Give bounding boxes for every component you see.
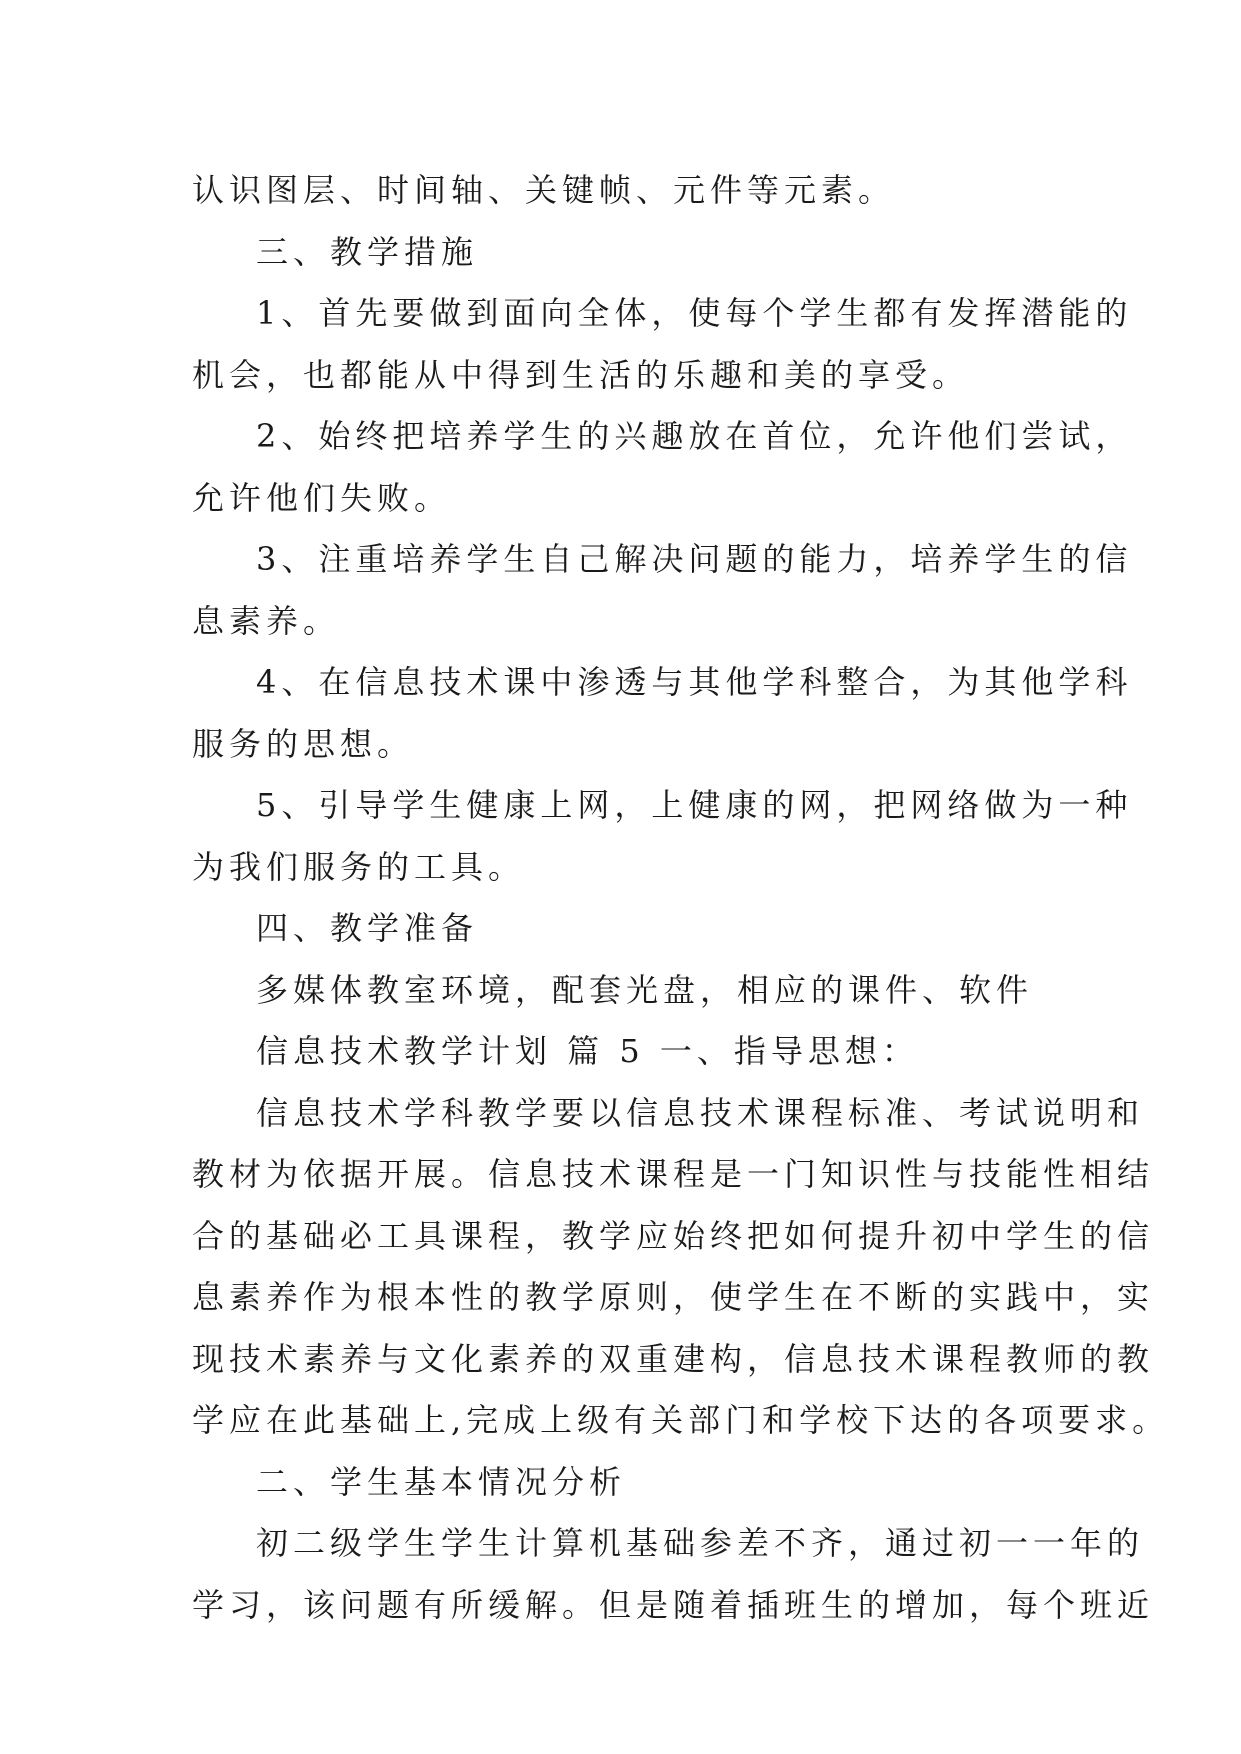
text-line: 2、始终把培养学生的兴趣放在首位，允许他们尝试，	[256, 417, 1133, 455]
text-line: 现技术素养与文化素养的双重建构，信息技术课程教师的教	[192, 1339, 1155, 1378]
text-line: 息素养作为根本性的教学原则，使学生在不断的实践中，实	[192, 1278, 1155, 1316]
text-line: 合的基础必工具课程，教学应始终把如何提升初中学生的信	[192, 1216, 1155, 1255]
text-line: 学应在此基础上,完成上级有关部门和学校下达的各项要求。	[192, 1401, 1170, 1439]
text-line: 初二级学生学生计算机基础参差不齐，通过初一一年的	[256, 1524, 1145, 1562]
text-line: 服务的思想。	[192, 724, 415, 763]
document-body	[192, 160, 1170, 1636]
text-line: 5、引导学生健康上网，上健康的网，把网络做为一种	[256, 786, 1133, 824]
text-line: 3、注重培养学生自己解决问题的能力，培养学生的信	[256, 540, 1133, 578]
text-line: 机会，也都能从中得到生活的乐趣和美的享受。	[192, 355, 970, 394]
text-line: 为我们服务的工具。	[192, 847, 526, 886]
text-line: 认识图层、时间轴、关键帧、元件等元素。	[192, 171, 896, 209]
text-line: 教材为依据开展。信息技术课程是一门知识性与技能性相结	[192, 1155, 1155, 1193]
text-line: 息素养。	[192, 601, 341, 640]
text-line: 二、学生基本情况分析	[256, 1462, 627, 1501]
text-line: 三、教学措施	[256, 232, 479, 271]
text-line: 多媒体教室环境，配套光盘，相应的课件、软件	[256, 970, 1034, 1009]
text-line: 1、首先要做到面向全体，使每个学生都有发挥潜能的	[256, 294, 1133, 332]
text-line: 四、教学准备	[256, 909, 479, 947]
text-line: 允许他们失败。	[192, 478, 452, 517]
text-line: 信息技术教学计划 篇 5 一、指导思想：	[256, 1032, 919, 1070]
text-line: 4、在信息技术课中渗透与其他学科整合，为其他学科	[256, 663, 1133, 701]
text-line: 学习，该问题有所缓解。但是随着插班生的增加，每个班近	[192, 1585, 1155, 1624]
text-line: 信息技术学科教学要以信息技术课程标准、考试说明和	[256, 1093, 1145, 1132]
